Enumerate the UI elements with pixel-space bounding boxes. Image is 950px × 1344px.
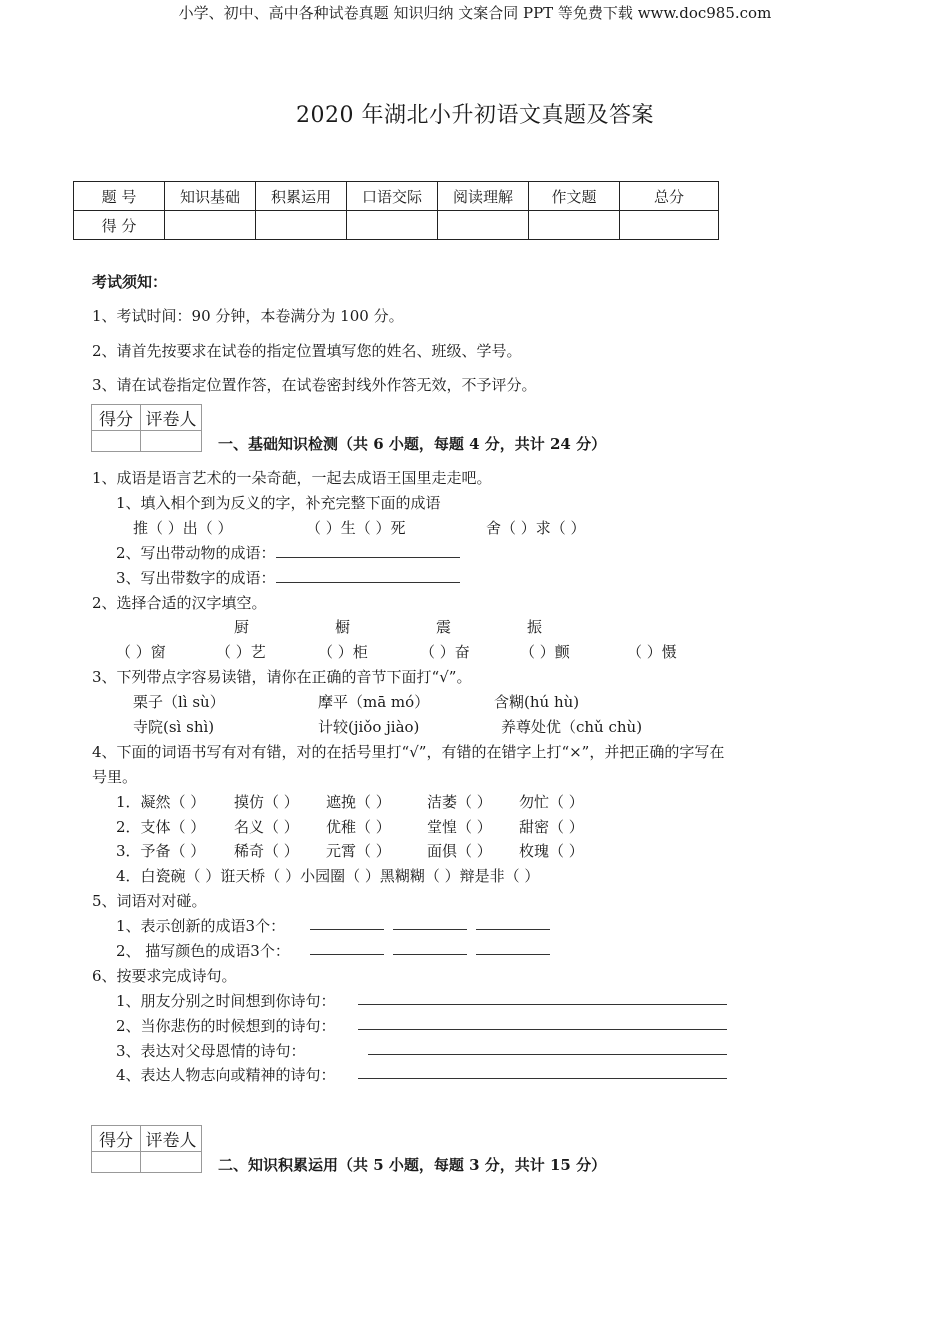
question-2: 2、选择合适的汉字填空。 [92, 594, 267, 612]
word-check-item[interactable]: 元霄（ ） [326, 842, 391, 860]
section-heading: 二、知识积累运用（共 5 小题，每题 3 分，共计 15 分） [218, 1156, 607, 1174]
question-3: 3、下列带点字容易读错，请你在正确的音节下面打“√”。 [92, 668, 472, 686]
char-blank[interactable]: （ ）艺 [216, 643, 266, 661]
question-6-1: 1、朋友分别之时间想到你诗句： [116, 992, 336, 1010]
table-cell: 总分 [620, 182, 719, 211]
grader-box [91, 404, 202, 452]
word-check-item[interactable]: 3．予备（ ） [116, 842, 206, 860]
char-option: 橱 [335, 618, 351, 636]
table-cell: 得 分 [74, 211, 165, 240]
word-check-item[interactable]: 遮挽（ ） [326, 793, 391, 811]
table-cell: 积累运用 [256, 182, 347, 211]
page-header: 小学、初中、高中各种试卷真题 知识归纳 文案合同 PPT 等免费下载 www.doc985.com [178, 4, 772, 22]
question-1-3 [116, 567, 460, 588]
answer-blank[interactable] [393, 941, 467, 955]
word-check-item[interactable]: 堂惶（ ） [427, 818, 492, 836]
pinyin-item[interactable]: 栗子（lì sù） [133, 693, 225, 711]
word-check-item[interactable]: 1．凝然（ ） [116, 793, 206, 811]
notice-item: 2、请首先按要求在试卷的指定位置填写您的姓名、班级、学号。 [92, 342, 522, 360]
table-cell: 阅读理解 [438, 182, 529, 211]
notice-item: 3、请在试卷指定位置作答，在试卷密封线外作答无效，不予评分。 [92, 376, 537, 394]
answer-blank[interactable] [358, 991, 727, 1005]
score-cell[interactable] [620, 211, 719, 240]
char-blank[interactable]: （ ）慑 [627, 643, 677, 661]
char-blank[interactable]: （ ）柜 [318, 643, 368, 661]
grader-box [91, 1125, 202, 1173]
score-cell[interactable] [347, 211, 438, 240]
idiom-blank[interactable]: 舍（ ）求（ ） [486, 519, 586, 537]
word-check-row[interactable]: 4．白瓷碗（ ）诳天桥（ ）小园圈（ ）黑糊糊（ ）辩是非（ ） [116, 867, 540, 885]
question-6-3: 3、表达对父母恩情的诗句： [116, 1042, 306, 1060]
question-6-2: 2、当你悲伤的时候想到的诗句： [116, 1017, 336, 1035]
answer-blank[interactable] [393, 916, 467, 930]
page-title: 2020 年湖北小升初语文真题及答案 [296, 103, 654, 128]
grader-name-label: 评卷人 [141, 405, 202, 431]
word-check-item[interactable]: 稀奇（ ） [234, 842, 299, 860]
question-5-2-text: 2、 描写颜色的成语3个： [116, 942, 290, 960]
word-check-item[interactable]: 面俱（ ） [427, 842, 492, 860]
score-table-score-row [74, 211, 719, 240]
question-1-3-text: 3、写出带数字的成语： [116, 569, 276, 587]
question-5-1 [116, 915, 285, 936]
word-check-item[interactable]: 摸仿（ ） [234, 793, 299, 811]
question-1: 1、成语是语言艺术的一朵奇葩，一起去成语王国里走走吧。 [92, 469, 492, 487]
char-blank[interactable]: （ ）颤 [520, 643, 570, 661]
answer-blank[interactable] [358, 1065, 727, 1079]
char-option: 振 [527, 618, 543, 636]
question-1-2-text: 2、写出带动物的成语： [116, 544, 276, 562]
score-cell[interactable] [438, 211, 529, 240]
question-1-1: 1、填入相个到为反义的字，补充完整下面的成语 [116, 494, 441, 512]
grader-name-cell[interactable] [141, 1152, 202, 1173]
grader-name-label: 评卷人 [141, 1126, 202, 1152]
table-cell: 作文题 [529, 182, 620, 211]
question-4: 4、下面的词语书写有对有错，对的在括号里打“√”，有错的在错字上打“×”，并把正确的字写在 [92, 743, 725, 761]
char-blank[interactable]: （ ）窗 [116, 643, 166, 661]
notice-heading: 考试须知： [92, 273, 168, 291]
question-1-2 [116, 542, 460, 563]
score-table-header-row [74, 182, 719, 211]
score-cell[interactable] [256, 211, 347, 240]
idiom-blank[interactable]: （ ）生（ ）死 [306, 519, 406, 537]
word-check-item[interactable]: 勿忙（ ） [519, 793, 584, 811]
char-blank[interactable]: （ ）奋 [420, 643, 470, 661]
question-6: 6、按要求完成诗句。 [92, 967, 237, 985]
word-check-item[interactable]: 优稚（ ） [326, 818, 391, 836]
notice-item: 1、考试时间：90 分钟，本卷满分为 100 分。 [92, 307, 404, 325]
char-option: 厨 [234, 618, 250, 636]
score-table [73, 181, 719, 240]
answer-blank[interactable] [276, 569, 460, 583]
answer-blank[interactable] [310, 916, 384, 930]
table-cell: 知识基础 [165, 182, 256, 211]
answer-blank[interactable] [368, 1041, 727, 1055]
idiom-blank[interactable]: 推（ ）出（ ） [133, 519, 233, 537]
pinyin-item[interactable]: 养尊处优（chǔ chù) [501, 718, 643, 736]
grader-name-cell[interactable] [141, 431, 202, 452]
question-4-cont: 号里。 [92, 768, 138, 786]
word-check-item[interactable]: 名义（ ） [234, 818, 299, 836]
grader-score-label: 得分 [92, 1126, 141, 1152]
answer-blank[interactable] [476, 941, 550, 955]
table-cell: 题 号 [74, 182, 165, 211]
answer-blank[interactable] [476, 916, 550, 930]
word-check-item[interactable]: 枚瑰（ ） [519, 842, 584, 860]
grader-score-cell[interactable] [92, 431, 141, 452]
answer-blank[interactable] [276, 544, 460, 558]
pinyin-item[interactable]: 含糊(hú hù) [494, 693, 580, 711]
grader-score-label: 得分 [92, 405, 141, 431]
pinyin-item[interactable]: 寺院(sì shì) [133, 718, 215, 736]
question-5: 5、词语对对碰。 [92, 892, 207, 910]
answer-blank[interactable] [358, 1016, 727, 1030]
answer-blank[interactable] [310, 941, 384, 955]
table-cell: 口语交际 [347, 182, 438, 211]
score-cell[interactable] [165, 211, 256, 240]
word-check-item[interactable]: 甜密（ ） [519, 818, 584, 836]
question-5-2 [116, 940, 290, 961]
grader-score-cell[interactable] [92, 1152, 141, 1173]
word-check-item[interactable]: 2．支体（ ） [116, 818, 206, 836]
question-5-1-text: 1、表示创新的成语3个： [116, 917, 286, 935]
pinyin-item[interactable]: 计较(jiǒo jiào) [318, 718, 420, 736]
score-cell[interactable] [529, 211, 620, 240]
char-option: 震 [436, 618, 452, 636]
section-heading: 一、基础知识检测（共 6 小题，每题 4 分，共计 24 分） [218, 435, 607, 453]
pinyin-item[interactable]: 摩平（mā mó） [318, 693, 430, 711]
word-check-item[interactable]: 洁萎（ ） [427, 793, 492, 811]
question-6-4: 4、表达人物志向或精神的诗句： [116, 1066, 336, 1084]
